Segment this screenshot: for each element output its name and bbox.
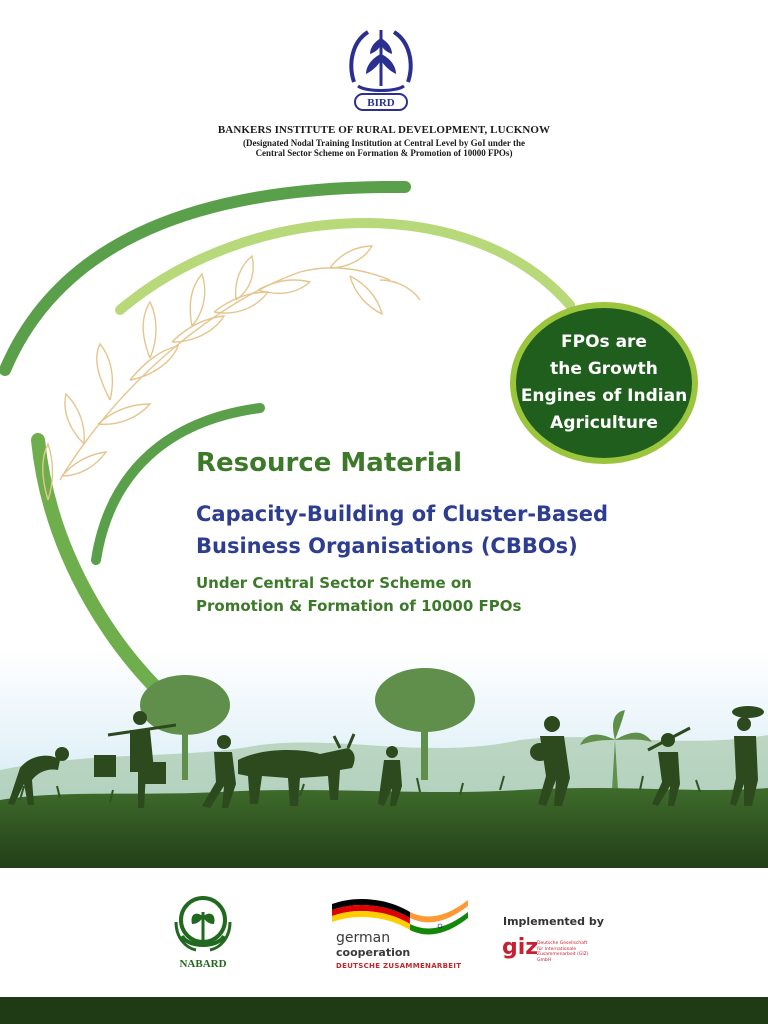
bird-logo	[346, 24, 416, 116]
institute-name: BANKERS INSTITUTE OF RURAL DEVELOPMENT, LUCKNOW	[217, 124, 551, 136]
nabard-logo	[172, 894, 234, 954]
scheme-text: Under Central Sector Scheme on Promotion & Formation of 10000 FPOs	[196, 574, 522, 615]
implemented-by-label: Implemented by	[503, 915, 604, 928]
green-arc-outer	[5, 187, 405, 370]
giz-full-name: Deutsche Gesellschaft für Internationale Zusammenarbeit (GIZ) GmbH	[537, 941, 589, 963]
german-cooperation-sub: DEUTSCHE ZUSAMMENARBEIT	[336, 962, 462, 970]
institute-subtitle: (Designated Nodal Training Institution at Central Level by GoI under the Central Sector Scheme on Formation & Promotion of 10000 FPOs)	[242, 138, 526, 158]
tagline-badge	[510, 302, 698, 464]
german-cooperation-line2: cooperation	[336, 946, 411, 959]
document-title: Resource Material	[196, 448, 463, 478]
nabard-label: NABARD	[179, 958, 227, 970]
bottom-bar	[0, 997, 768, 1024]
document-subtitle: Capacity-Building of Cluster-Based Business Organisations (CBBOs)	[196, 502, 608, 558]
giz-logo: giz	[502, 935, 539, 960]
german-cooperation-line1: german	[336, 930, 391, 946]
badge-text: FPOs are the Growth Engines of Indian Agriculture	[520, 332, 688, 433]
bird-logo-text: BIRD	[367, 97, 395, 109]
